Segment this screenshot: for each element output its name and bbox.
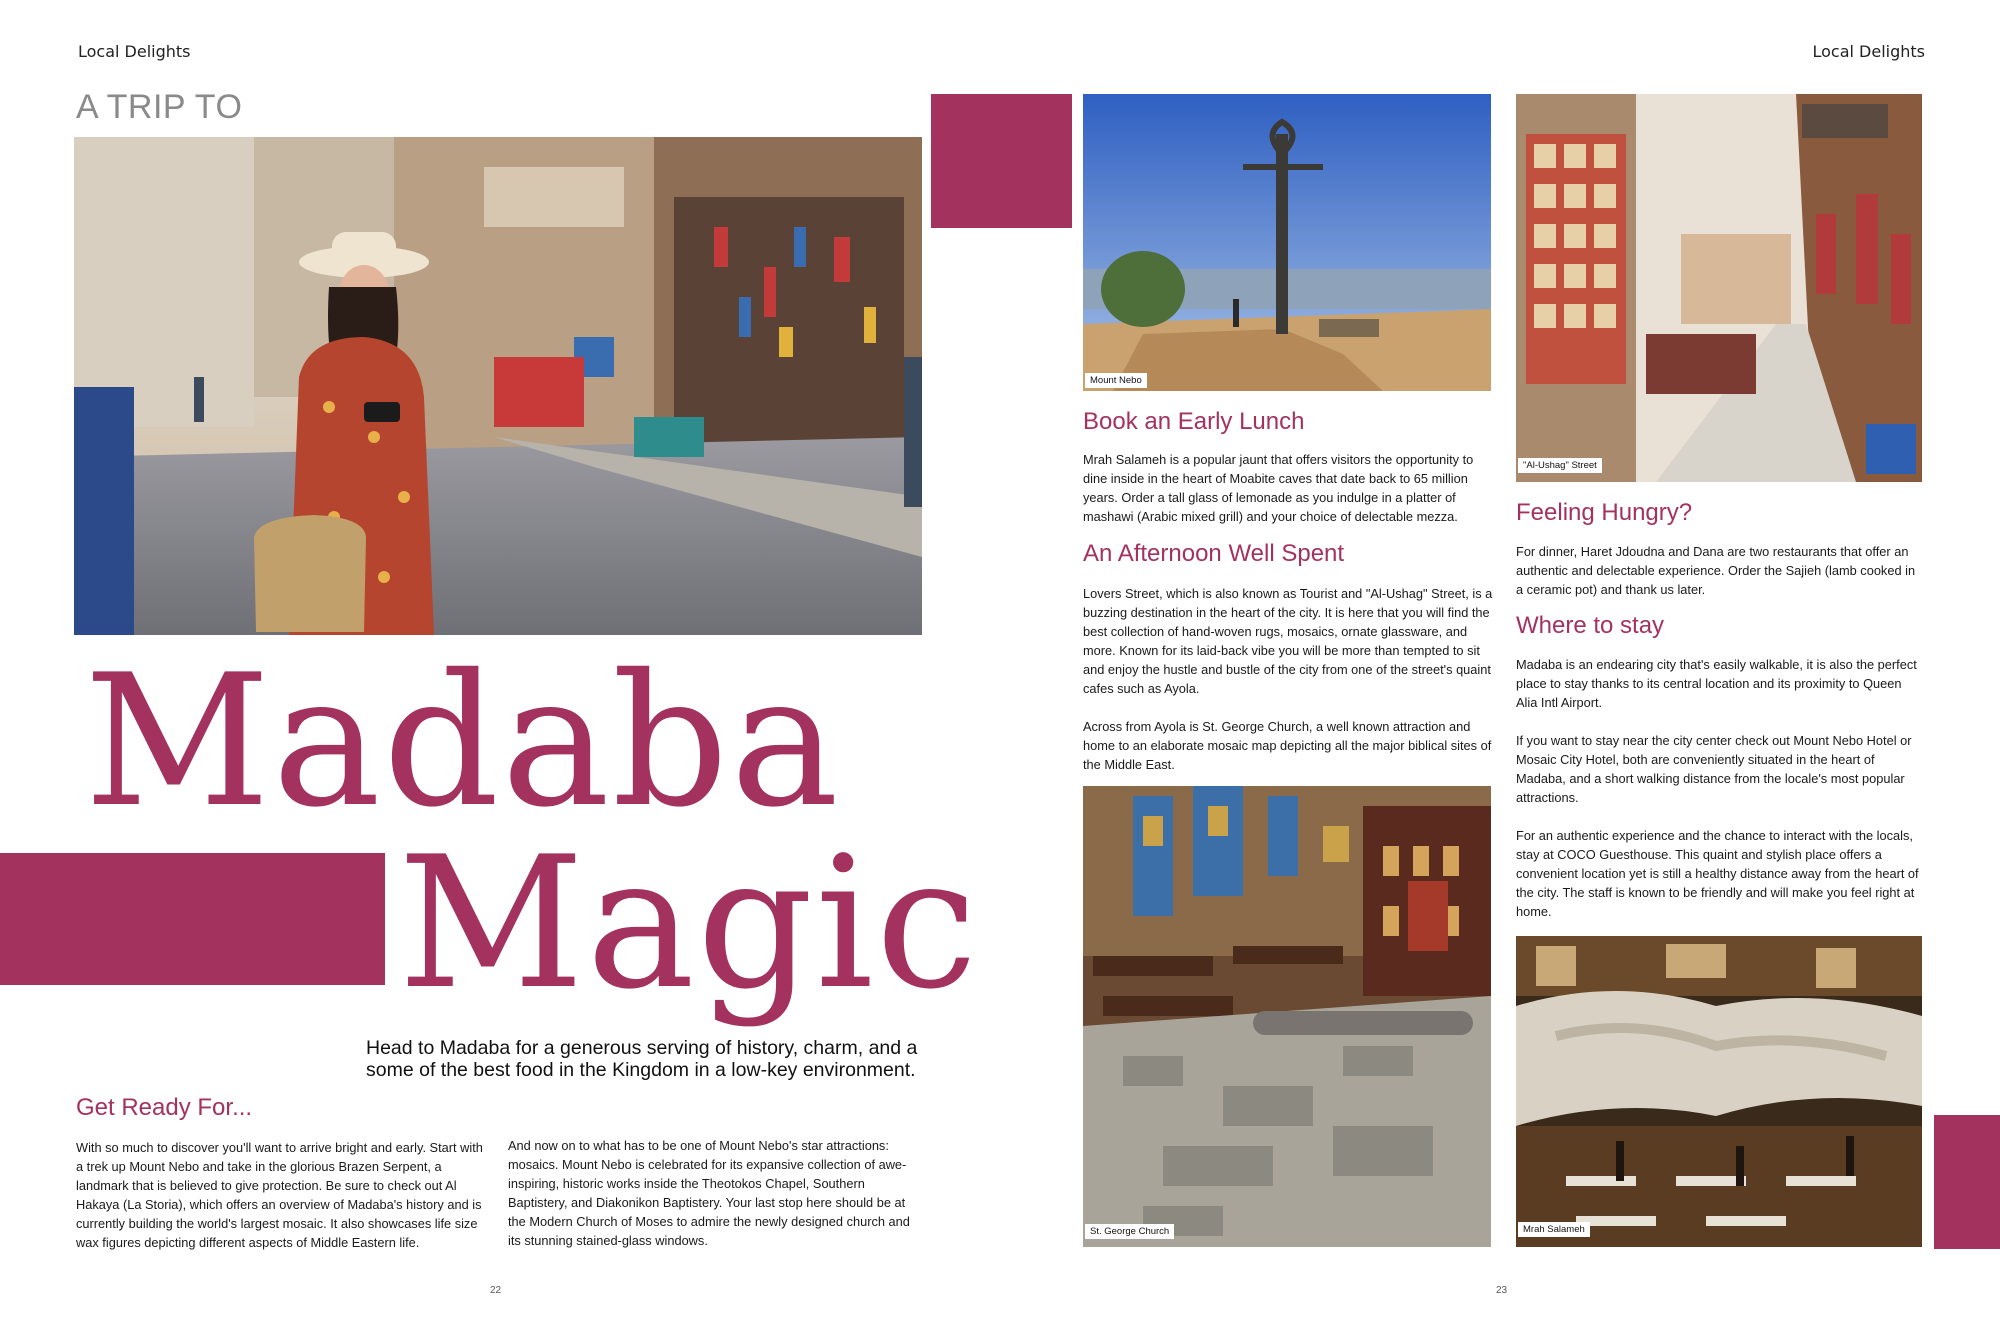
where-to-stay-text [1516, 655, 1924, 921]
afternoon-paragraph-1: Lovers Street, which is also known as Tourist and "Al-Ushag" Street, is a buzzing destination in the heart of the city. It is here that you will find the best collection of hand-woven rugs, mosaics, ornate glassware, and more. Known for its laid-back vibe you will be more than tempted to sit and enjoy the hustle and bustle of the city from one of the street's quaint cafes such as Ayola. [1083, 586, 1493, 696]
stay-paragraph-2: If you want to stay near the city center check out Mount Nebo Hotel or Mosaic City Hotel, both are conveniently situated in the heart of Madaba, and a short walking distance from the locale's most popular attractions. [1516, 733, 1912, 805]
kicker: A TRIP TO [76, 88, 243, 126]
running-head-left: Local Delights [78, 42, 191, 61]
afternoon-paragraph-2: Across from Ayola is St. George Church, a well known attraction and home to an elaborate mosaic map depicting all the major biblical sites of the Middle East. [1083, 719, 1492, 772]
mount-nebo-photo [1083, 94, 1491, 391]
page-number-left: 22 [490, 1285, 502, 1296]
caption-st-george-church: St. George Church [1085, 1224, 1174, 1239]
accent-square-top [931, 94, 1072, 228]
caption-mrah-salameh: Mrah Salameh [1518, 1222, 1590, 1237]
afternoon-text [1083, 584, 1493, 774]
accent-bar-left [0, 853, 385, 985]
caption-al-ushag-street: "Al-Ushag" Street [1518, 458, 1602, 473]
heading-feeling-hungry: Feeling Hungry? [1516, 499, 1693, 526]
hero-photo [74, 137, 922, 635]
title-line-1: Madaba [84, 635, 841, 847]
title-line-2: Magic [398, 817, 980, 1029]
st-george-church-photo [1083, 786, 1491, 1247]
left-column-1-text: With so much to discover you'll want to arrive bright and early. Start with a trek up Mount Nebo and take in the glorious Brazen Serpent, a landmark that is believed to give protection. Be sure to check out Al Hakaya (La Storia), which offers an overview of Madaba's history and is currently building the world's largest mosaic. It also showcases life size wax figures depicting different aspects of Middle Eastern life. [76, 1140, 483, 1250]
lunch-text: Mrah Salameh is a popular jaunt that offers visitors the opportunity to dine inside in the heart of Moabite caves that date back to 65 million years. Order a tall glass of lemonade as you indulge in a platter of mashawi (Arabic mixed grill) and your choice of delectable mezza. [1083, 452, 1474, 524]
deck: Head to Madaba for a generous serving of history, charm, and a some of the best food in the Kingdom in a low-key environment. [366, 1037, 918, 1081]
section-heading-get-ready: Get Ready For... [76, 1094, 253, 1121]
hungry-text: For dinner, Haret Jdoudna and Dana are two restaurants that offer an authentic and delectable experience. Order the Sajieh (lamb cooked in a ceramic pot) and thank us later. [1516, 544, 1916, 597]
al-ushag-street-photo [1516, 94, 1922, 482]
accent-block-right [1934, 1115, 2000, 1249]
stay-paragraph-1: Madaba is an endearing city that's easily walkable, it is also the perfect place to stay thanks to its central location and its proximity to Queen Alia Intl Airport. [1516, 657, 1917, 710]
page-number-right: 23 [1496, 1285, 1508, 1296]
heading-book-an-early-lunch: Book an Early Lunch [1083, 408, 1305, 435]
left-column-2-text: And now on to what has to be one of Mount Nebo's star attractions: mosaics. Mount Nebo is celebrated for its expansive collection of awe-inspiring, historic works inside the Theotokos Chapel, Southern Baptistery, and Diakonikon Baptistery. Your last stop here should be at the Modern Church of Moses to admire the newly designed church and its stunning stained-glass windows. [508, 1138, 910, 1248]
caption-mount-nebo: Mount Nebo [1085, 373, 1147, 388]
heading-where-to-stay: Where to stay [1516, 612, 1665, 639]
running-head-right: Local Delights [1812, 42, 1925, 61]
stay-paragraph-3: For an authentic experience and the chance to interact with the locals, stay at COCO Guesthouse. This quaint and stylish place offers a convenient location yet is still a healthy distance away from the heart of the city. The staff is known to be friendly and will make you feel right at home. [1516, 828, 1919, 919]
mrah-salameh-photo [1516, 936, 1922, 1247]
heading-an-afternoon-well-spent: An Afternoon Well Spent [1083, 540, 1345, 567]
